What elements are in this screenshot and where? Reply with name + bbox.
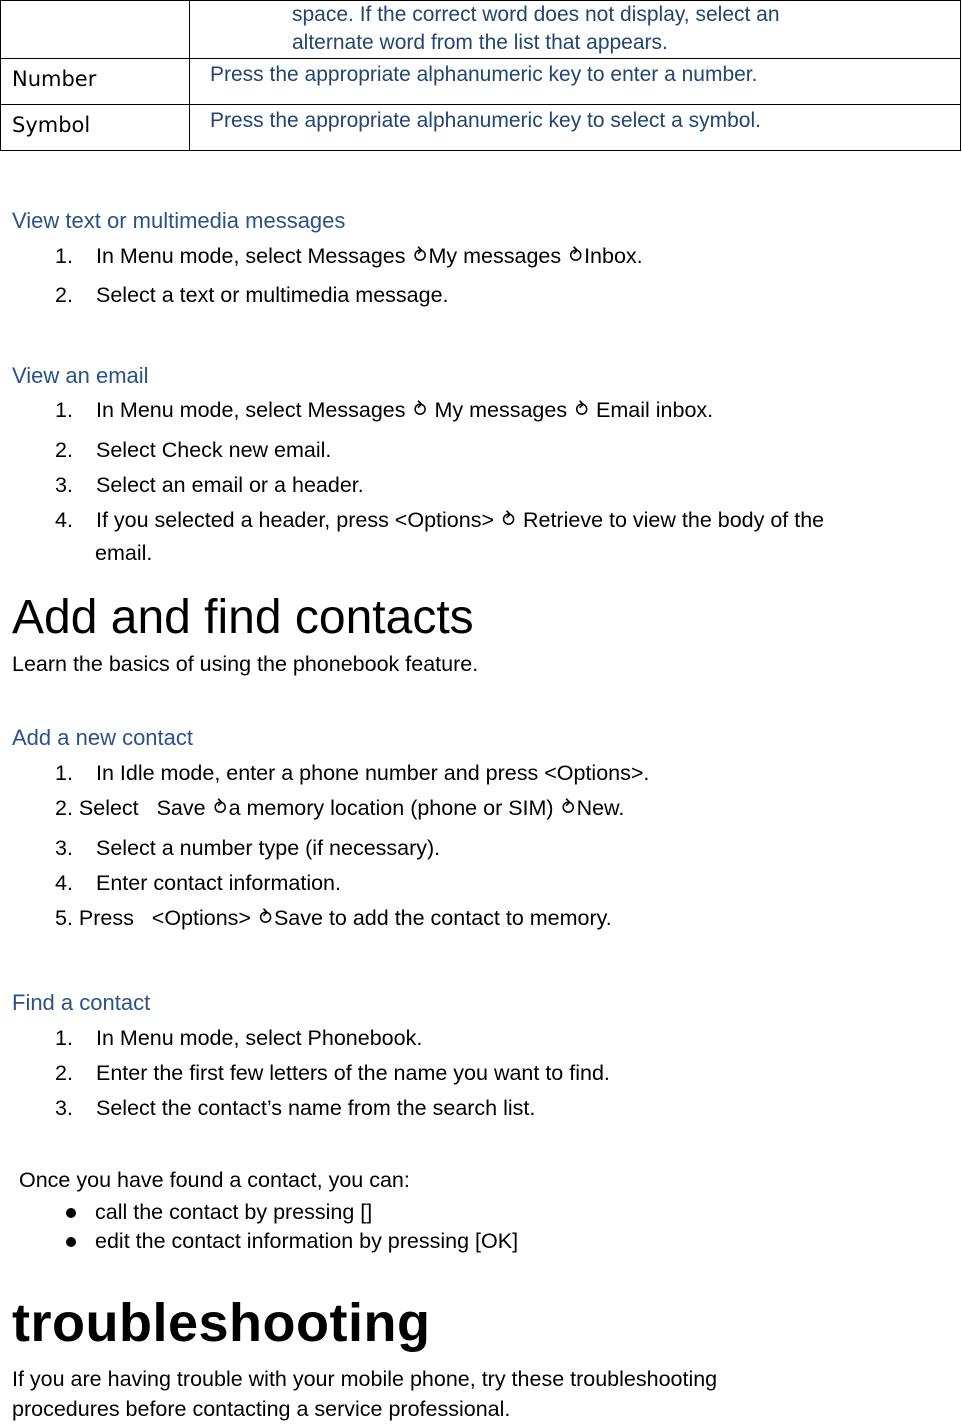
step-number: 3. (55, 836, 73, 860)
step-number: 3. (55, 473, 73, 497)
section-heading-view-email: View an email (12, 363, 149, 388)
step-number: 4. (55, 508, 73, 532)
list-item (55, 244, 643, 269)
step-text: Retrieve to view the body of the (522, 508, 825, 532)
page-title-troubleshooting: troubleshooting (12, 1293, 431, 1353)
list-item (55, 796, 624, 821)
step-text: Save to add the contact to memory. (273, 906, 612, 930)
step-text: Enter contact information. (96, 871, 341, 895)
mode-description: Press the appropriate alphanumeric key to select a symbol. (190, 105, 961, 151)
menu-arrow-icon: ⥁ (213, 797, 227, 819)
mode-name: Symbol (1, 105, 190, 151)
list-item (55, 906, 612, 931)
step-text: Select an email or a header. (96, 473, 364, 497)
step-number: 4. (55, 871, 73, 895)
mode-name: Number (1, 59, 190, 105)
bullet-icon (66, 1237, 76, 1247)
step-text: Inbox. (584, 244, 643, 268)
menu-arrow-icon: ⥁ (561, 797, 575, 819)
step-number: 2. (55, 438, 73, 462)
description-line: alternate word from the list that appears. (292, 31, 668, 54)
contacts-intro: Learn the basics of using the phonebook feature. (12, 652, 479, 676)
section-heading-add-contact: Add a new contact (12, 725, 194, 750)
step-number: 1. (55, 398, 73, 422)
list-item (55, 398, 713, 423)
once-found-text: Once you have found a contact, you can: (19, 1168, 410, 1192)
description-line: space. If the correct word does not display, select an (292, 3, 780, 26)
step-text: My messages (428, 244, 562, 268)
step-text: In Menu mode, select Phonebook. (96, 1026, 423, 1050)
text-input-modes-table (0, 0, 961, 151)
list-item (55, 438, 331, 463)
menu-arrow-icon: ⥁ (258, 907, 272, 929)
menu-arrow-icon: ⥁ (569, 245, 583, 267)
step-text: 2. Select Save (55, 796, 206, 820)
step-number: 1. (55, 1026, 73, 1050)
step-text: Select a number type (if necessary). (96, 836, 441, 860)
bullet-icon (66, 1208, 76, 1218)
section-heading-view-messages: View text or multimedia messages (12, 208, 346, 233)
list-item (55, 283, 449, 308)
step-number: 2. (55, 1061, 73, 1085)
menu-arrow-icon: ⥁ (413, 399, 427, 421)
step-text: My messages (434, 398, 568, 422)
step-text: New. (576, 796, 625, 820)
step-continuation: email. (95, 541, 153, 565)
step-text: Select a text or multimedia message. (96, 283, 449, 307)
list-item (55, 761, 649, 786)
menu-arrow-icon: ⥁ (502, 509, 515, 531)
troubleshooting-intro (12, 1364, 912, 1424)
step-number: 2. (55, 283, 73, 307)
mode-cell-empty (1, 1, 190, 59)
list-item (55, 1096, 535, 1121)
menu-arrow-icon: ⥁ (413, 245, 427, 267)
step-text: Select the contact’s name from the search list. (96, 1096, 536, 1120)
table-row (1, 1, 961, 59)
intro-line: If you are having trouble with your mobile phone, try these troubleshooting (12, 1367, 718, 1391)
intro-line: procedures before contacting a service professional. (12, 1397, 511, 1421)
section-heading-find-contact: Find a contact (12, 990, 151, 1015)
list-item: call the contact by pressing [] (95, 1200, 373, 1224)
step-text: Select Check new email. (96, 438, 332, 462)
list-item (55, 1061, 610, 1086)
step-text: Enter the first few letters of the name you want to find. (96, 1061, 610, 1085)
list-item (55, 871, 341, 896)
step-number: 1. (55, 761, 73, 785)
list-item (55, 508, 824, 533)
step-text: In Idle mode, enter a phone number and press <Options>. (96, 761, 650, 785)
mode-description: Press the appropriate alphanumeric key to enter a number. (190, 59, 961, 105)
step-text: If you selected a header, press <Options> (96, 508, 495, 532)
list-item (55, 836, 440, 861)
list-item (55, 473, 364, 498)
step-number: 3. (55, 1096, 73, 1120)
step-text: Email inbox. (596, 398, 714, 422)
step-text: a memory location (phone or SIM) (228, 796, 554, 820)
table-row (1, 59, 961, 105)
step-text: 5. Press <Options> (55, 906, 251, 930)
list-item (55, 1026, 422, 1051)
menu-arrow-icon: ⥁ (575, 399, 589, 421)
table-row (1, 105, 961, 151)
step-text: In Menu mode, select Messages (96, 398, 406, 422)
page-title-contacts: Add and find contacts (12, 591, 474, 644)
mode-description (190, 1, 961, 59)
step-text: In Menu mode, select Messages (96, 244, 406, 268)
list-item: edit the contact information by pressing [OK] (95, 1229, 519, 1253)
step-number: 1. (55, 244, 73, 268)
